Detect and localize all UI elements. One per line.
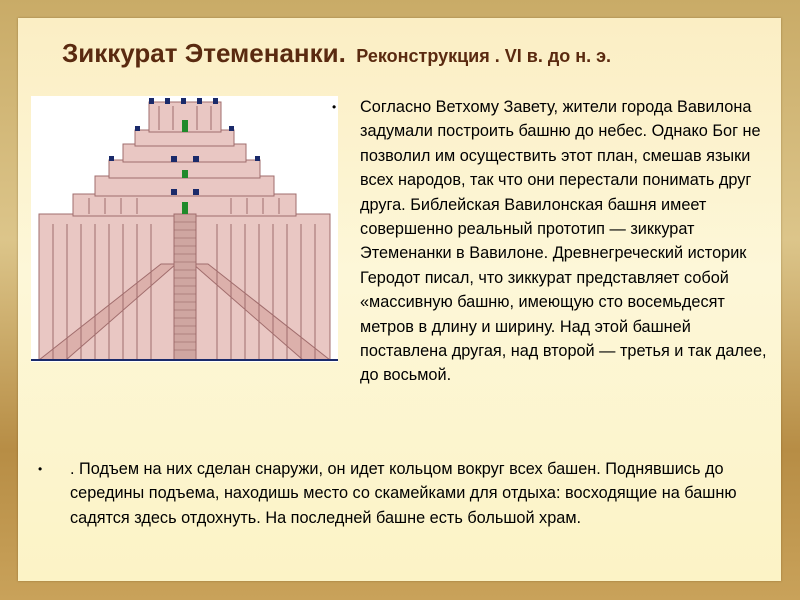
- ziggurat-drawing: [31, 96, 338, 362]
- central-stairway: [174, 214, 196, 360]
- title-main: Зиккурат Этеменанки.: [62, 38, 346, 68]
- tier-5: [123, 144, 246, 162]
- slide-title: [62, 38, 611, 69]
- door-lower: [182, 202, 188, 214]
- ziggurat-illustration: [31, 96, 338, 362]
- bullet-dot: •: [332, 100, 337, 114]
- title-subtitle: Реконструкция . VI в. до н. э.: [356, 46, 612, 66]
- tier-3: [95, 176, 274, 196]
- bullet-dot: •: [38, 462, 43, 476]
- bullet-text-main: Согласно Ветхому Завету, жители города Вавилона задумали построить башню до небес. Однако Бог не позволил им осуществить этот план, смешав языки всех народов, так что они перестали понимать друг друга. Библейская Вавилонская башня имеет совершенно реальный прототип — зиккурат Этеменанки в Вавилоне. Древнегреческий историк Геродот писал, что зиккурат представляет собой «массивную башню, имеющую сто восемьдесят метров в длину и ширину. Над этой башней поставлена другая, над второй — третья и так далее, до восьмой.: [360, 98, 767, 385]
- bullet-text-continuation: . Подъем на них сделан снаружи, он идет кольцом вокруг всех башен. Поднявшись до середины подъема, находишь место со скамейками для отдыха: восходящие на башню садятся здесь отдохнуть. На последней башне есть большой храм.: [70, 460, 737, 527]
- bullet-paragraph-main: [332, 95, 772, 388]
- door-middle: [182, 170, 188, 178]
- door-top: [182, 120, 188, 132]
- bullet-paragraph-continuation: [38, 457, 750, 530]
